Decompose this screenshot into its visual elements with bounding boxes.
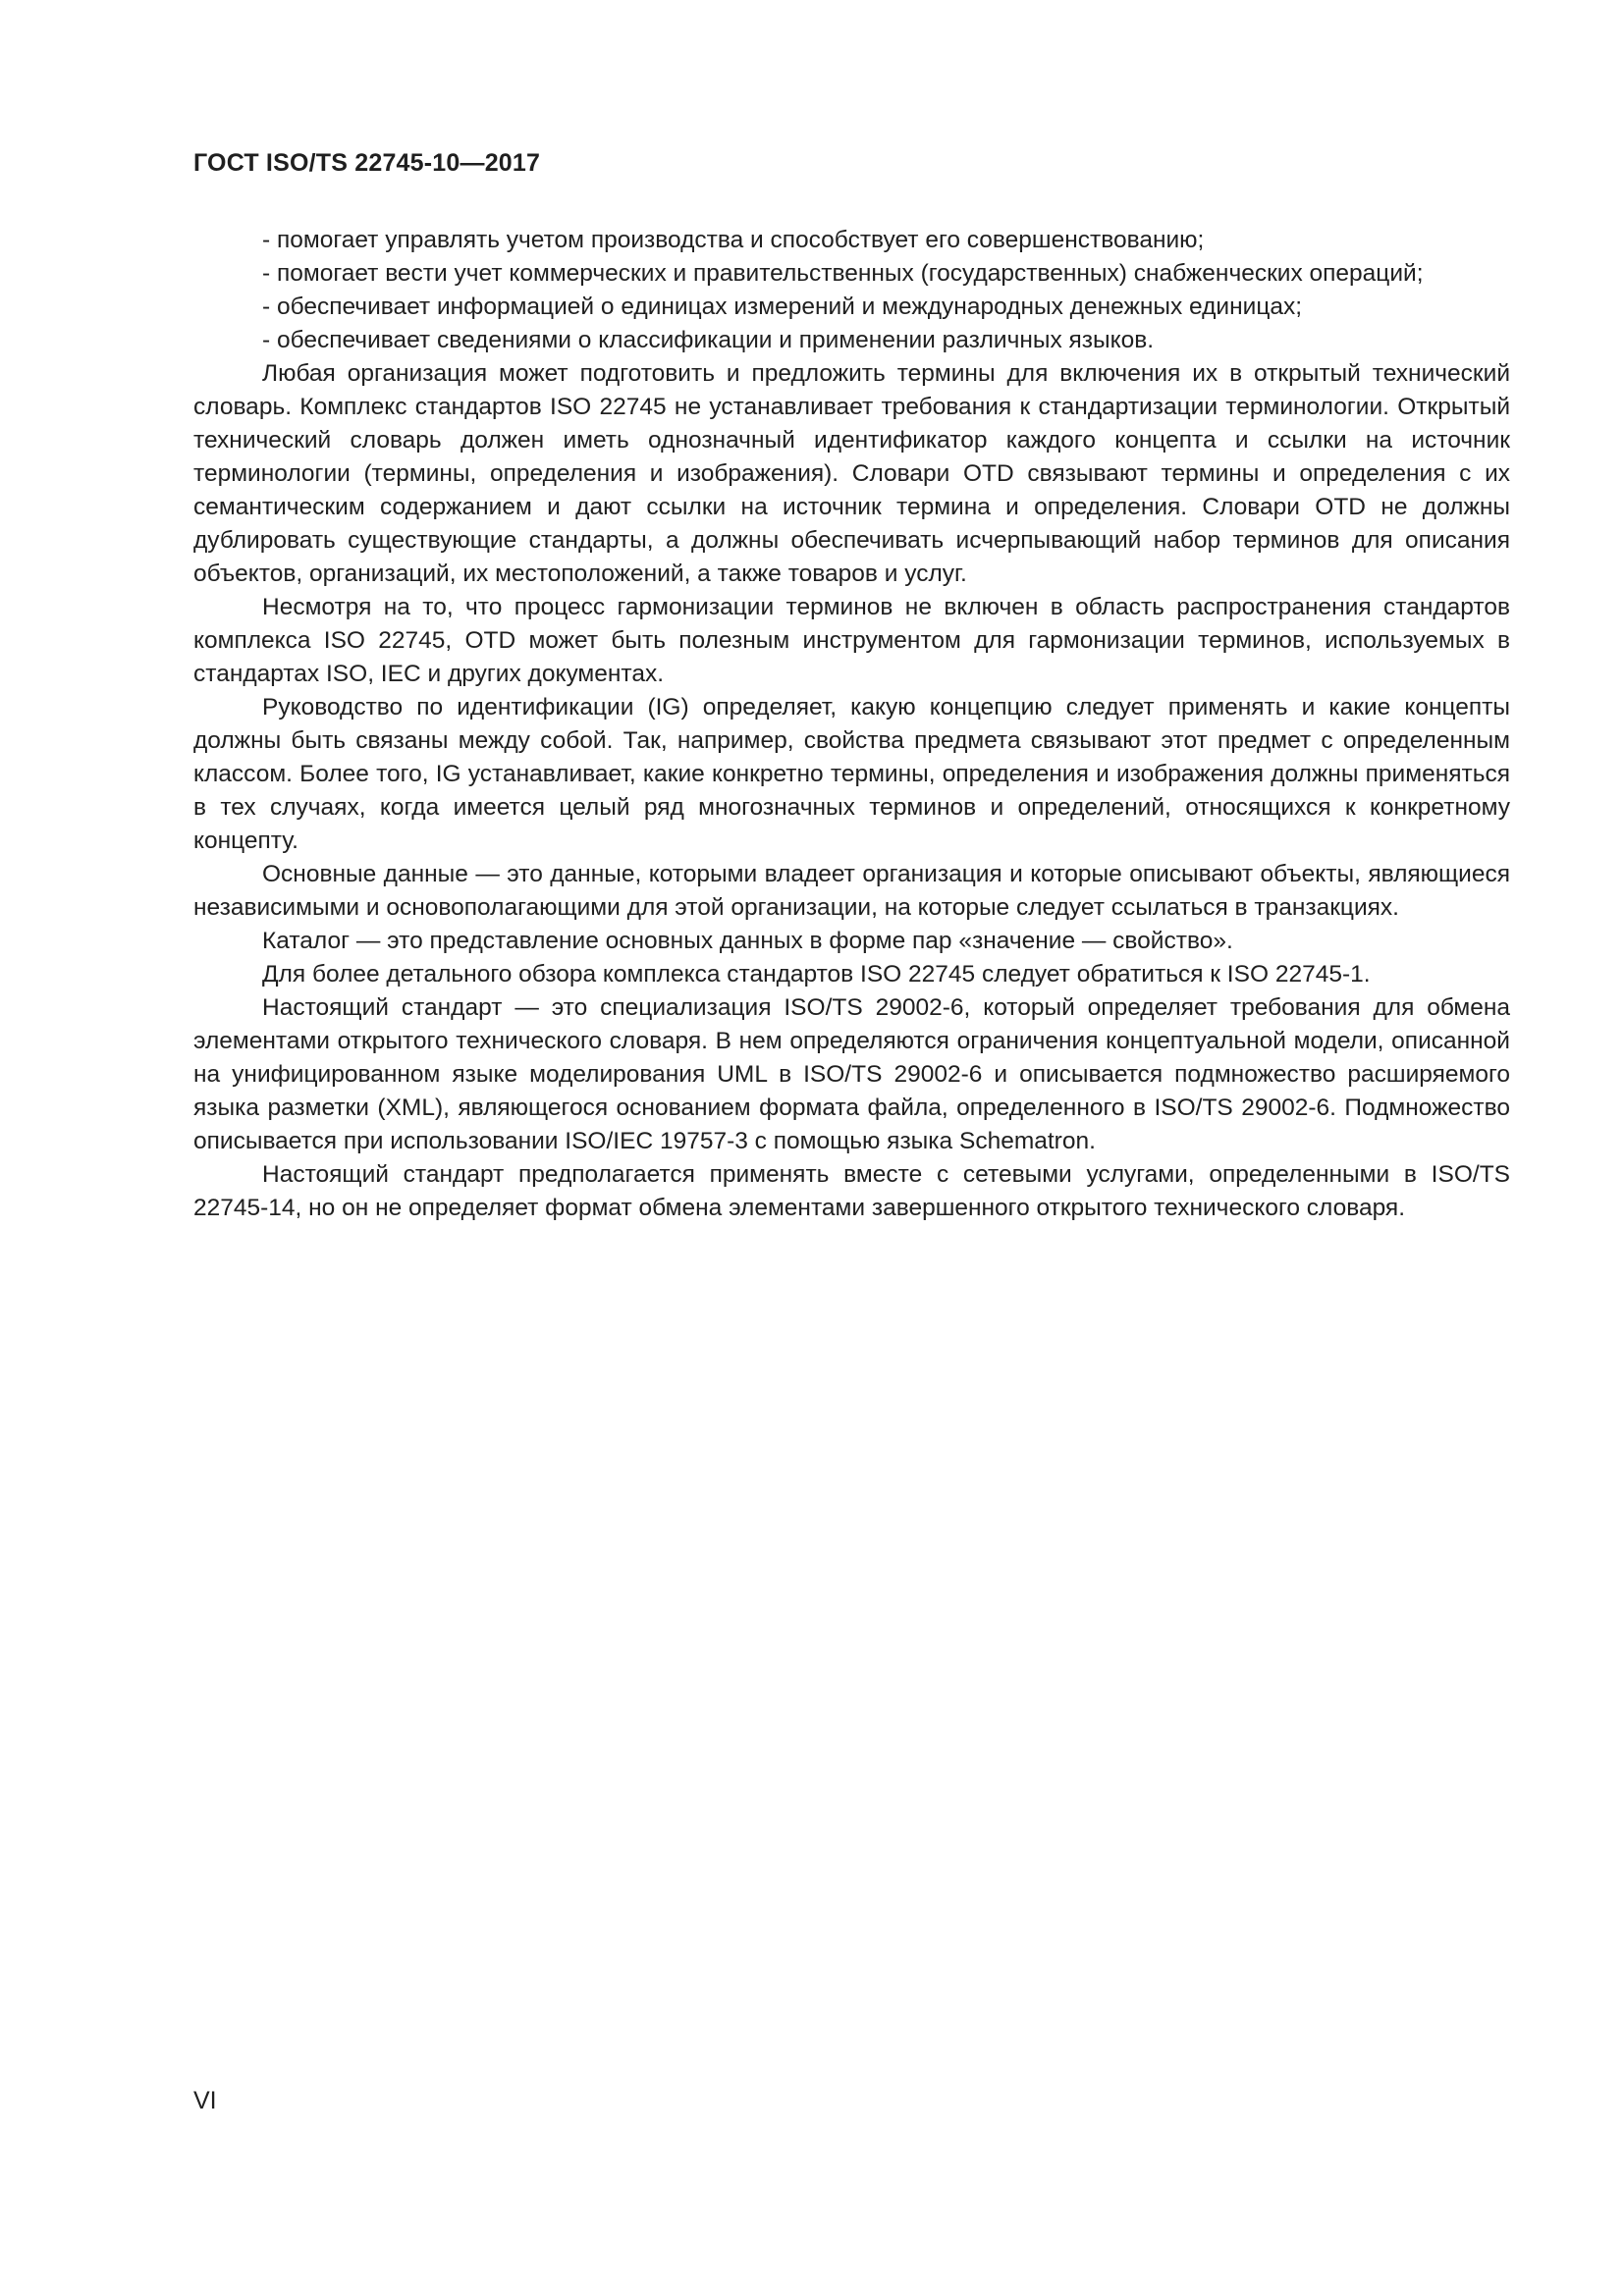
page-header-standard-code: ГОСТ ISO/TS 22745-10—2017 xyxy=(193,149,541,177)
paragraph-master-data: Основные данные — это данные, которыми владеет организация и которые описывают объекты, являющиеся независимыми и основополагающими для этой организации, на которые следует ссылаться в транзакциях. xyxy=(193,861,1510,921)
paragraph-identification-guide: Руководство по идентификации (IG) определяет, какую концепцию следует применять и какие концепты должны быть связаны между собой. Так, например, свойства предмета связывают этот предмет с определенным классом. Более того, IG устанавливает, какие конкретно термины, определения и изображения должны применяться в тех случаях, когда имеется целый ряд многозначных терминов и определений, относящихся к конкретному концепту. xyxy=(193,694,1510,854)
list-item-classification-languages: - обеспечивает сведениями о классификации и применении различных языков. xyxy=(262,327,1155,353)
paragraph-harmonization: Несмотря на то, что процесс гармонизации терминов не включен в область распространения стандартов комплекса ISO 22745, OTD может быть полезным инструментом для гармонизации терминов, используемых в стандартах ISO, IEC и других документах. xyxy=(193,594,1510,687)
list-item-supply-operations: - помогает вести учет коммерческих и правительственных (государственных) снабженческих операций; xyxy=(262,260,1424,287)
page-number: VI xyxy=(193,2087,217,2114)
paragraph-overview-reference: Для более детального обзора комплекса стандартов ISO 22745 следует обратиться к ISO 22745-1. xyxy=(262,961,1371,988)
paragraph-terms-proposal: Любая организация может подготовить и предложить термины для включения их в открытый технический словарь. Комплекс стандартов ISO 22745 не устанавливает требования к стандартизации терминологии. Открытый технический словарь должен иметь однозначный идентификатор каждого концепта и ссылки на источник терминологии (термины, определения и изображения). Словари OTD связывают термины и определения с их семантическим содержанием и дают ссылки на источник термина и определения. Словари OTD не должны дублировать существующие стандарты, а должны обеспечивать исчерпывающий набор терминов для описания объектов, организаций, их местоположений, а также товаров и услуг. xyxy=(193,360,1510,587)
list-item-production-accounting: - помогает управлять учетом производства и способствует его совершенствованию; xyxy=(262,227,1205,253)
paragraph-catalog: Каталог — это представление основных данных в форме пар «значение — свойство». xyxy=(262,928,1233,954)
list-item-units-currencies: - обеспечивает информацией о единицах измерений и международных денежных единицах; xyxy=(262,294,1303,320)
body-text xyxy=(193,224,1510,1225)
paragraph-web-services: Настоящий стандарт предполагается применять вместе с сетевыми услугами, определенными в ISO/TS 22745-14, но он не определяет формат обмена элементами завершенного открытого технического словаря. xyxy=(193,1161,1510,1221)
paragraph-specialization: Настоящий стандарт — это специализация ISO/TS 29002-6, который определяет требования для обмена элементами открытого технического словаря. В нем определяются ограничения концептуальной модели, описанной на унифицированном языке моделирования UML в ISO/TS 29002-6 и описывается подмножество расширяемого языка разметки (XML), являющегося основанием формата файла, определенного в ISO/TS 29002-6. Подмножество описывается при использовании ISO/IEC 19757-3 с помощью языка Schematron. xyxy=(193,994,1510,1154)
